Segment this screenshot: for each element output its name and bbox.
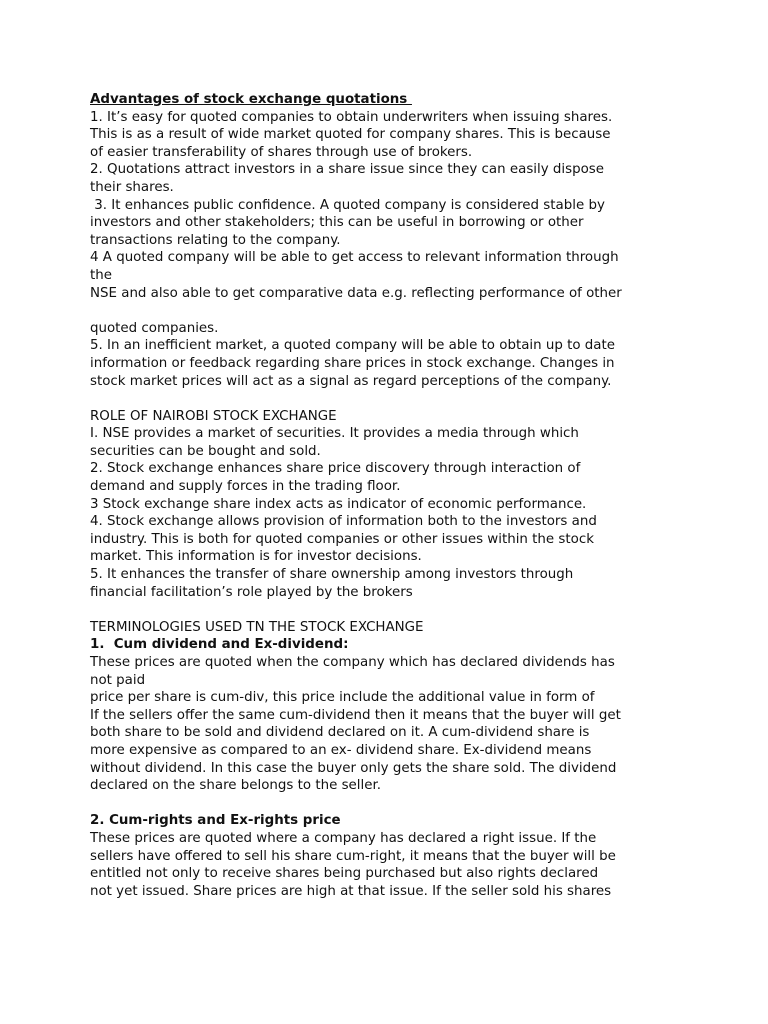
body-line: This is as a result of wide market quoted for company shares. This is because xyxy=(90,127,611,143)
body-line: without dividend. In this case the buyer only gets the share sold. The dividend xyxy=(90,760,617,776)
document-page xyxy=(90,91,690,900)
body-line: price per share is cum-div, this price include the additional value in form of xyxy=(90,690,595,706)
body-line: demand and supply forces in the trading floor. xyxy=(90,479,401,495)
body-line: 4. Stock exchange allows provision of information both to the investors and xyxy=(90,514,597,530)
body-line: 4 A quoted company will be able to get access to relevant information through xyxy=(90,250,619,266)
cum-rights-body xyxy=(90,830,690,900)
body-line: financial facilitation’s role played by the brokers xyxy=(90,584,413,600)
role-body xyxy=(90,425,690,601)
body-line: 3. It enhances public confidence. A quoted company is considered stable by xyxy=(90,197,605,213)
body-line: their shares. xyxy=(90,179,174,195)
body-line: investors and other stakeholders; this can be useful in borrowing or other xyxy=(90,215,584,231)
body-line: more expensive as compared to an ex- dividend share. Ex-dividend means xyxy=(90,742,592,758)
subheading-cum-rights: 2. Cum-rights and Ex-rights price xyxy=(90,813,341,829)
blank-line xyxy=(90,390,690,408)
section-heading-role-nse: ROLE OF NAIROBI STOCK EXCHANGE xyxy=(90,408,337,424)
blank-line xyxy=(90,795,690,813)
body-line: securities can be bought and sold. xyxy=(90,443,321,459)
body-line: stock market prices will act as a signal as regard perceptions of the company. xyxy=(90,373,612,389)
body-line: market. This information is for investor decisions. xyxy=(90,549,422,565)
body-line: I. NSE provides a market of securities. It provides a media through which xyxy=(90,426,579,442)
body-line: 2. Quotations attract investors in a share issue since they can easily dispose xyxy=(90,162,605,178)
body-line: information or feedback regarding share prices in stock exchange. Changes in xyxy=(90,355,615,371)
body-line: declared on the share belongs to the seller. xyxy=(90,778,382,794)
body-line: industry. This is both for quoted companies or other issues within the stock xyxy=(90,531,594,547)
body-line: sellers have offered to sell his share cum-right, it means that the buyer will be xyxy=(90,848,616,864)
section-heading-terminologies: TERMINOLOGIES USED TN THE STOCK EXCHANGE xyxy=(90,619,424,635)
advantages-body xyxy=(90,109,690,391)
body-line: not yet issued. Share prices are high at that issue. If the seller sold his shares xyxy=(90,883,612,899)
body-line: 5. It enhances the transfer of share ownership among investors through xyxy=(90,567,574,583)
body-line: 2. Stock exchange enhances share price discovery through interaction of xyxy=(90,461,581,477)
body-line: entitled not only to receive shares being purchased but also rights declared xyxy=(90,866,599,882)
blank-line xyxy=(90,601,690,619)
body-line: transactions relating to the company. xyxy=(90,232,341,248)
subheading-cum-dividend: 1. Cum dividend and Ex-dividend: xyxy=(90,637,349,653)
body-line: the xyxy=(90,267,112,283)
cum-dividend-body xyxy=(90,654,690,795)
body-line: NSE and also able to get comparative data e.g. reflecting performance of other xyxy=(90,285,622,301)
body-line: both share to be sold and dividend declared on it. A cum-dividend share is xyxy=(90,725,590,741)
blank-line xyxy=(90,302,690,320)
body-line: 1. It’s easy for quoted companies to obtain underwriters when issuing shares. xyxy=(90,109,613,125)
body-line: not paid xyxy=(90,672,146,688)
body-line: 3 Stock exchange share index acts as indicator of economic performance. xyxy=(90,496,587,512)
section-heading-advantages: Advantages of stock exchange quotations xyxy=(90,92,412,107)
body-line: If the sellers offer the same cum-dividend then it means that the buyer will get xyxy=(90,707,621,723)
body-line: of easier transferability of shares through use of brokers. xyxy=(90,144,473,160)
body-line: 5. In an inefficient market, a quoted company will be able to obtain up to date xyxy=(90,338,616,354)
body-line: quoted companies. xyxy=(90,320,219,336)
body-line: These prices are quoted when the company which has declared dividends has xyxy=(90,655,615,670)
body-line: These prices are quoted where a company has declared a right issue. If the xyxy=(90,830,597,846)
